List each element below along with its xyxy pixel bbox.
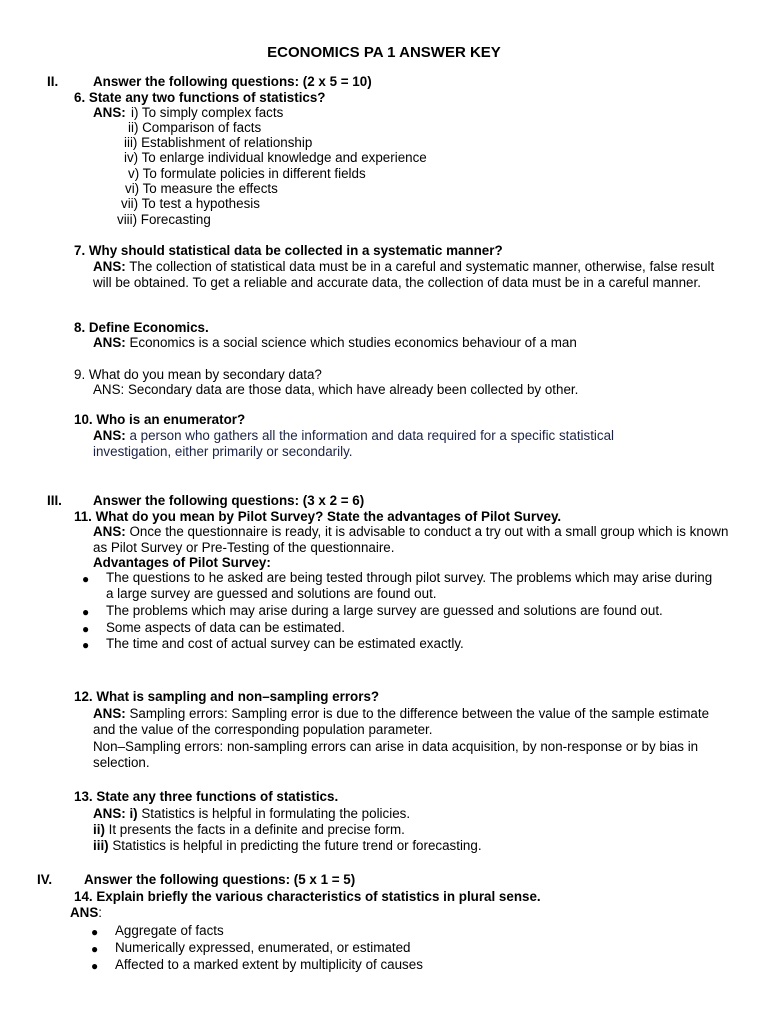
question-14: 14. Explain briefly the various characteristics of statistics in plural sense. (74, 889, 541, 904)
section-iv-numeral: IV. (37, 872, 53, 887)
bullet-icon: ● (91, 942, 99, 956)
q6-item-2: ii) Comparison of facts (128, 120, 262, 135)
advantage-1: The questions to he asked are being tested through pilot survey. The problems which may arise during a large survey are guessed and solutions are found out. (106, 570, 713, 601)
question-12: 12. What is sampling and non–sampling errors? (74, 689, 380, 704)
section-ii-heading: Answer the following questions: (2 x 5 = 10) (93, 74, 372, 89)
answer-8-text: Economics is a social science which studies economics behaviour of a man (129, 335, 577, 350)
q6-item-8: viii) Forecasting (117, 212, 211, 227)
section-iii-numeral: III. (47, 493, 62, 508)
advantages-heading: Advantages of Pilot Survey: (93, 555, 271, 570)
answer-label: ANS: (93, 524, 126, 539)
q6-item-7: vii) To test a hypothesis (121, 196, 260, 211)
answer-14-label (70, 905, 102, 921)
answer-12-text-2: Non–Sampling errors: non-sampling errors can arise in data acquisition, by non-response or by bias in selection. (93, 739, 699, 770)
bullet-icon: ● (82, 622, 90, 636)
answer-10 (93, 428, 683, 460)
q6-item-6: vi) To measure the effects (125, 181, 278, 196)
section-ii-numeral: II. (47, 74, 59, 89)
characteristic-1: Aggregate of facts (115, 923, 224, 938)
section-iii-heading: Answer the following questions: (3 x 2 = 6) (93, 493, 365, 508)
question-7: 7. Why should statistical data be collected in a systematic manner? (74, 243, 503, 258)
bullet-icon: ● (91, 959, 99, 973)
answer-13-text-1: Statistics is helpful in formulating the policies. (141, 806, 411, 821)
question-8: 8. Define Economics. (74, 320, 209, 335)
characteristic-2: Numerically expressed, enumerated, or estimated (115, 940, 411, 955)
item-numeral: iii) (93, 838, 109, 853)
characteristic-3: Affected to a marked extent by multiplicity of causes (115, 957, 423, 972)
answer-9: ANS: Secondary data are those data, which have already been collected by other. (93, 382, 579, 397)
answer-7-text: The collection of statistical data must be in a careful and systematic manner, otherwise, false result will be obtained. To get a reliable and accurate data, the collection of data must be in a careful manner. (93, 259, 715, 290)
question-10: 10. Who is an enumerator? (74, 412, 246, 427)
answer-7 (93, 259, 733, 291)
section-iv-heading: Answer the following questions: (5 x 1 = 5) (84, 872, 356, 887)
bullet-icon: ● (82, 572, 90, 586)
answer-13-text-2: It presents the facts in a definite and precise form. (108, 822, 405, 837)
answer-label: ANS: i) (93, 806, 138, 821)
answer-label: ANS: (93, 259, 126, 274)
advantage-3: Some aspects of data can be estimated. (106, 620, 345, 635)
question-6: 6. State any two functions of statistics? (74, 90, 326, 105)
bullet-icon: ● (82, 638, 90, 652)
answer-13-line-1 (93, 806, 410, 822)
advantage-4: The time and cost of actual survey can be estimated exactly. (106, 636, 464, 651)
q6-item-5: v) To formulate policies in different fields (128, 166, 366, 181)
answer-13-text-3: Statistics is helpful in predicting the future trend or forecasting. (112, 838, 482, 853)
q6-item-3: iii) Establishment of relationship (124, 135, 313, 150)
answer-colon: : (98, 905, 103, 920)
page-title: ECONOMICS PA 1 ANSWER KEY (267, 44, 501, 61)
question-11: 11. What do you mean by Pilot Survey? State the advantages of Pilot Survey. (74, 509, 562, 524)
answer-label: ANS: (93, 428, 126, 443)
answer-13-line-3 (93, 838, 482, 854)
q6-item-4: iv) To enlarge individual knowledge and experience (124, 150, 427, 165)
answer-label: ANS: (93, 335, 126, 350)
q6-item-1: i) To simply complex facts (131, 105, 284, 120)
bullet-icon: ● (82, 605, 90, 619)
answer-11-text: Once the questionnaire is ready, it is advisable to conduct a try out with a small group which is known as Pilot Survey or Pre-Testing of the questionnaire. (93, 524, 729, 555)
question-9: 9. What do you mean by secondary data? (74, 367, 322, 382)
bullet-icon: ● (91, 925, 99, 939)
answer-12-text-1: Sampling errors: Sampling error is due to the difference between the value of the sample estimate and the value of the corresponding population parameter. (93, 706, 710, 737)
item-numeral: ii) (93, 822, 105, 837)
answer-8 (93, 335, 577, 351)
answer-label: ANS: (93, 706, 126, 721)
advantage-2: The problems which may arise during a large survey are guessed and solutions are found out. (106, 603, 663, 618)
answer-label: ANS: (93, 105, 126, 120)
answer-12-sampling (93, 706, 733, 738)
answer-10-text: a person who gathers all the information and data required for a specific statistical investigation, either primarily or secondarily. (93, 428, 615, 459)
question-13: 13. State any three functions of statistics. (74, 789, 339, 804)
answer-13-line-2 (93, 822, 405, 838)
answer-label: ANS (70, 905, 99, 920)
answer-11 (93, 524, 733, 556)
